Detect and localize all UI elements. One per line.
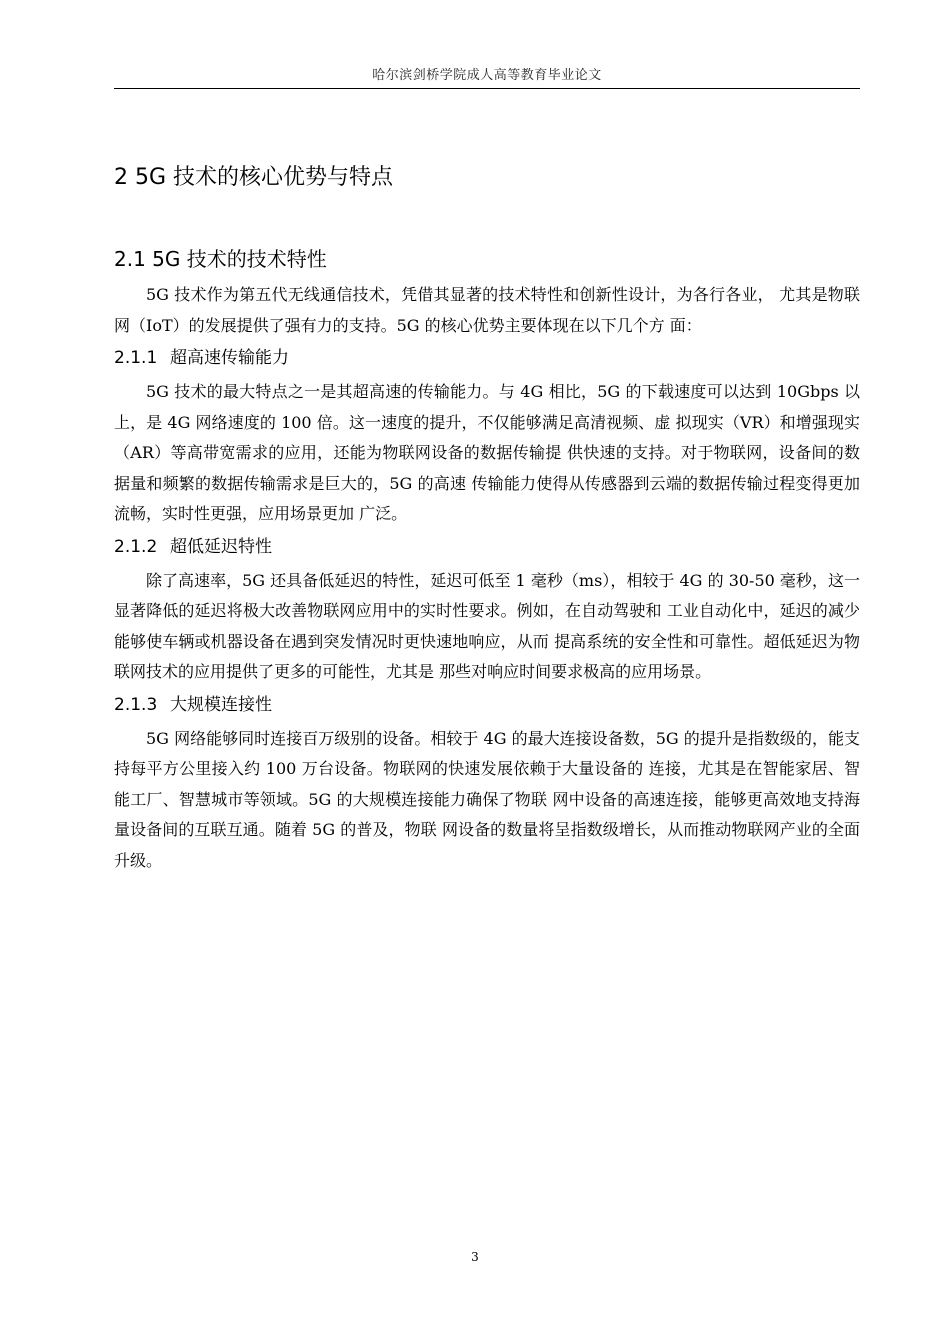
- page-content: [114, 160, 860, 878]
- subsection-number: 2.1.1: [114, 348, 158, 368]
- subsection-title: 超高速传输能力: [170, 348, 289, 368]
- section-intro-paragraph: 5G 技术作为第五代无线通信技术，凭借其显著的技术特性和创新性设计，为各行各业， 尤其是物联网（IoT）的发展提供了强有力的支持。5G 的核心优势主要体现在以下几个方 面：: [114, 285, 860, 335]
- subsection-number: 2.1.3: [114, 694, 158, 715]
- subsection-heading: [114, 343, 860, 373]
- subsection-paragraph: 5G 技术的最大特点之一是其超高速的传输能力。与 4G 相比，5G 的下载速度可以达到 10Gbps 以上，是 4G 网络速度的 100 倍。这一速度的提升，不仅能够满足高清视频、虚 拟现实（VR）和增强现实（AR）等高带宽需求的应用，还能为物联网设备的数据传输提 供快速的支持。对于物联网，设备间的数据量和频繁的数据传输需求是巨大的，5G 的高速 传输能力使得从传感器到云端的数据传输过程变得更加流畅，实时性更强，应用场景更加 广泛。: [114, 382, 860, 523]
- running-header: 哈尔滨剑桥学院成人高等教育毕业论文: [372, 68, 602, 83]
- subsection-heading: [114, 690, 860, 720]
- page-number: 3: [471, 1250, 479, 1264]
- subsection-heading: [114, 532, 860, 562]
- subsection-title: 超低延迟特性: [170, 536, 272, 557]
- section-title: 2.1 5G 技术的技术特性: [114, 247, 327, 271]
- subsection-number: 2.1.2: [114, 536, 158, 557]
- chapter-title: 2 5G 技术的核心优势与特点: [114, 165, 394, 190]
- header-divider: [114, 88, 860, 89]
- subsection-paragraph: 5G 网络能够同时连接百万级别的设备。相较于 4G 的最大连接设备数，5G 的提升是指数级的，能支持每平方公里接入约 100 万台设备。物联网的快速发展依赖于大量设备的 连接，尤其是在智能家居、智能工厂、智慧城市等领域。5G 的大规模连接能力确保了物联 网中设备的高速连接，能够更高效地支持海量设备间的互联互通。随着 5G 的普及，物联 网设备的数量将呈指数级增长，从而推动物联网产业的全面升级。: [114, 728, 860, 870]
- subsection-title: 大规模连接性: [170, 694, 272, 715]
- subsection-paragraph: 除了高速率，5G 还具备低延迟的特性，延迟可低至 1 毫秒（ms），相较于 4G 的 30-50 毫秒，这一显著降低的延迟将极大改善物联网应用中的实时性要求。例如，在自动驾驶和 工业自动化中，延迟的减少能够使车辆或机器设备在遇到突发情况时更快速地响应，从而 提高系统的安全性和可靠性。超低延迟为物联网技术的应用提供了更多的可能性，尤其是 那些对响应时间要求极高的应用场景。: [114, 570, 860, 681]
